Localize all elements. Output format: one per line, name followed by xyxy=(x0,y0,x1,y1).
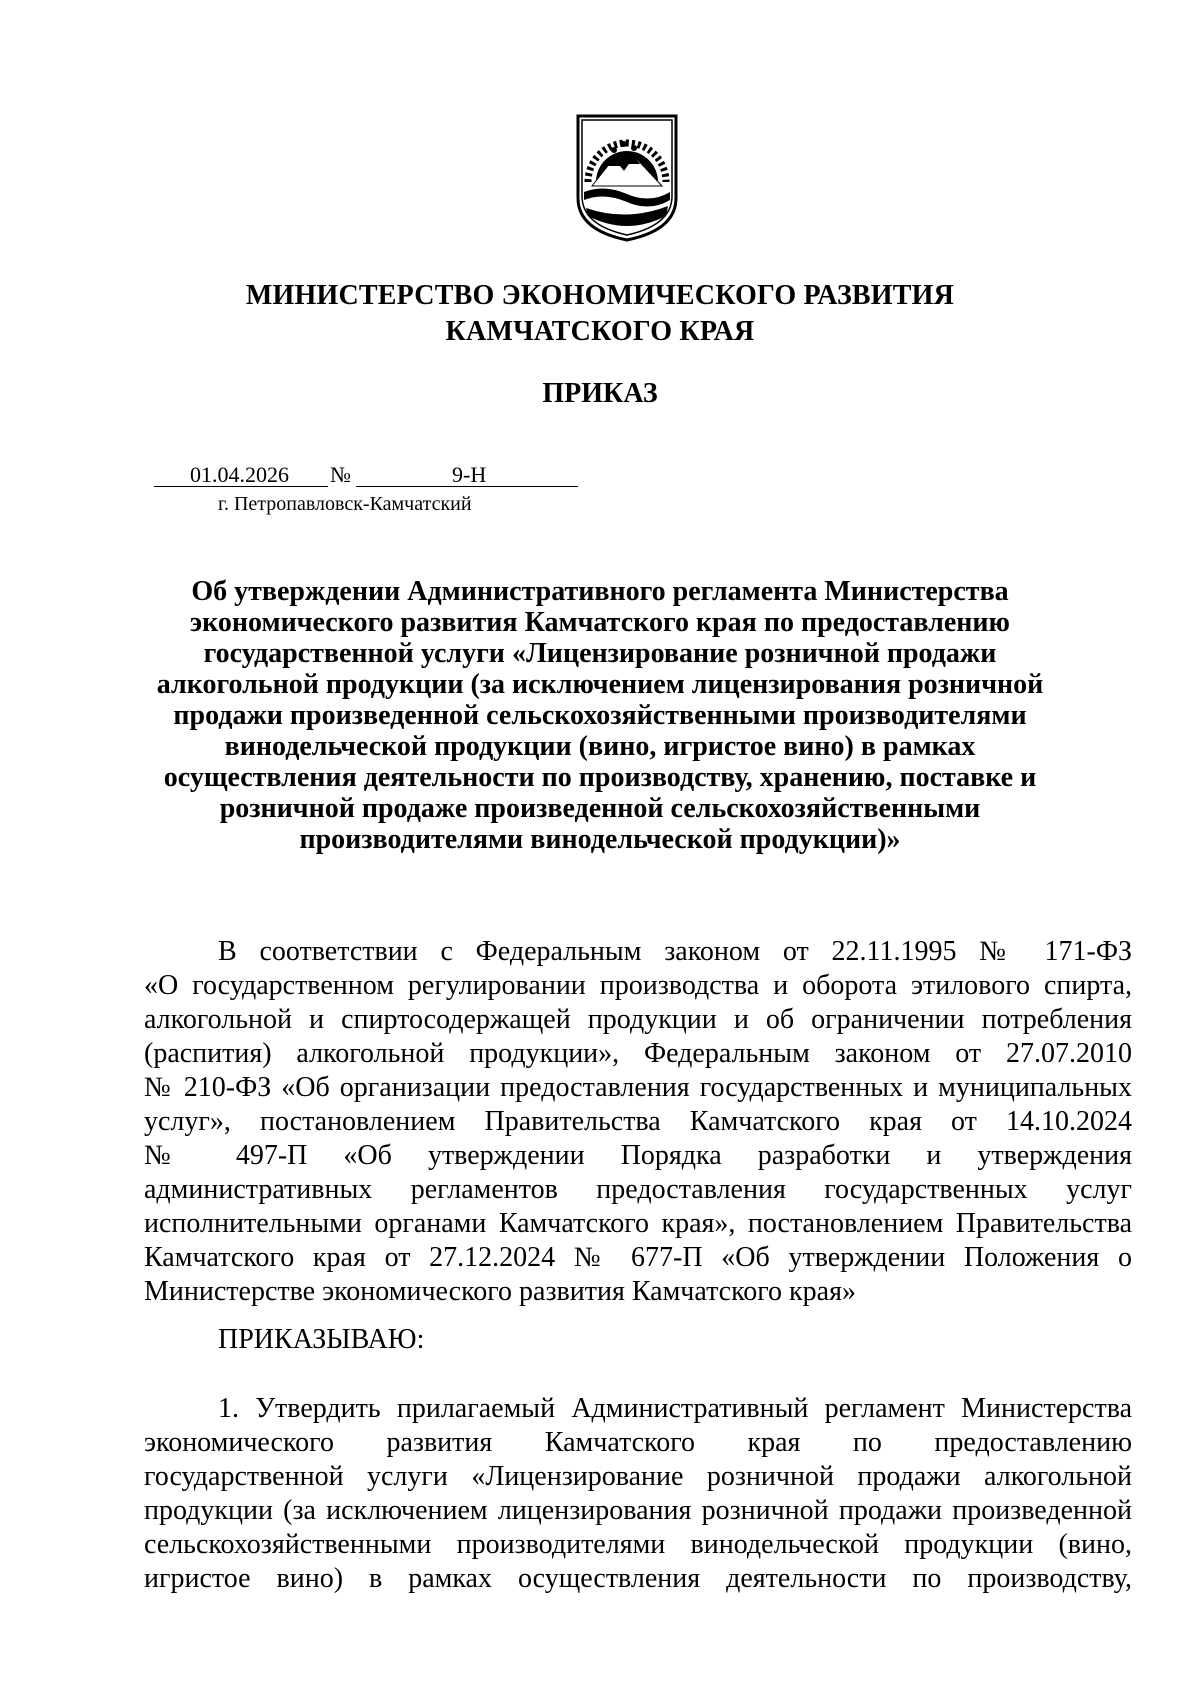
order-subject-heading xyxy=(150,576,1050,855)
heading-line: производителями винодельческой продукции)» xyxy=(299,824,901,855)
item-line: 1. Утвердить прилагаемый Административный регламент Министерства xyxy=(218,1393,1132,1424)
heading-line: продажи произведенной сельскохозяйственными производителями xyxy=(173,700,1027,731)
preamble-line: № 497-П «Об утверждении Порядка разработки и утверждения xyxy=(144,1140,1132,1171)
preamble-line: В соответствии с Федеральным законом от 22.11.1995 № 171-ФЗ xyxy=(218,936,1132,967)
decree-word: ПРИКАЗЫВАЮ: xyxy=(218,1324,425,1355)
preamble-line: № 210-ФЗ «Об организации предоставления государственных и муниципальных xyxy=(144,1072,1132,1103)
preamble-line: Министерстве экономического развития Камчатского края» xyxy=(144,1276,856,1307)
item-line: продукции (за исключением лицензирования розничной продажи произведенной xyxy=(144,1495,1132,1526)
document-type: ПРИКАЗ xyxy=(542,378,658,409)
item-line: государственной услуги «Лицензирование розничной продажи алкогольной xyxy=(144,1461,1132,1492)
ministry-name-line2: КАМЧАТСКОГО КРАЯ xyxy=(445,316,755,347)
heading-line: розничной продаже произведенной сельскохозяйственными xyxy=(219,793,981,824)
preamble-line: услуг», постановлением Правительства Камчатского края от 14.10.2024 xyxy=(144,1106,1132,1137)
preamble-line: алкогольной и спиртосодержащей продукции и об ограничении потребления xyxy=(144,1004,1132,1035)
preamble-line: Камчатского края от 27.12.2024 № 677-П «Об утверждении Положения о xyxy=(144,1242,1132,1273)
preamble-line: исполнительными органами Камчатского края», постановлением Правительства xyxy=(144,1208,1132,1239)
preamble-line: (распития) алкогольной продукции», Федеральным законом от 27.07.2010 xyxy=(144,1038,1132,1069)
order-number: 9-Н xyxy=(452,462,487,487)
item-line: экономического развития Камчатского края по предоставлению xyxy=(144,1427,1132,1458)
ministry-name-line1: МИНИСТЕРСТВО ЭКОНОМИЧЕСКОГО РАЗВИТИЯ xyxy=(245,280,955,311)
heading-line: алкогольной продукции (за исключением лицензирования розничной xyxy=(156,669,1044,700)
preamble-line: «О государственном регулировании производства и оборота этилового спирта, xyxy=(144,970,1132,1001)
item-line: сельскохозяйственными производителями винодельческой продукции (вино, xyxy=(144,1529,1132,1560)
order-item-1 xyxy=(144,1392,1132,1596)
item-line: игристое вино) в рамках осуществления деятельности по производству, xyxy=(144,1563,1132,1594)
heading-line: винодельческой продукции (вино, игристое вино) в рамках xyxy=(224,731,976,762)
issuing-city: г. Петропавловск-Камчатский xyxy=(218,493,472,515)
heading-line: экономического развития Камчатского края по предоставлению xyxy=(190,607,1010,638)
heading-line: государственной услуги «Лицензирование розничной продажи xyxy=(203,638,997,669)
heading-line: Об утверждении Административного регламента Министерства xyxy=(191,576,1009,607)
coat-of-arms-emblem xyxy=(574,112,680,242)
preamble-line: административных регламентов предоставления государственных услуг xyxy=(144,1174,1132,1205)
order-date: 01.04.2026 xyxy=(190,462,289,487)
preamble-paragraph xyxy=(144,935,1132,1309)
order-number-label: № xyxy=(330,462,351,487)
heading-line: осуществления деятельности по производству, хранению, поставке и xyxy=(163,762,1037,793)
